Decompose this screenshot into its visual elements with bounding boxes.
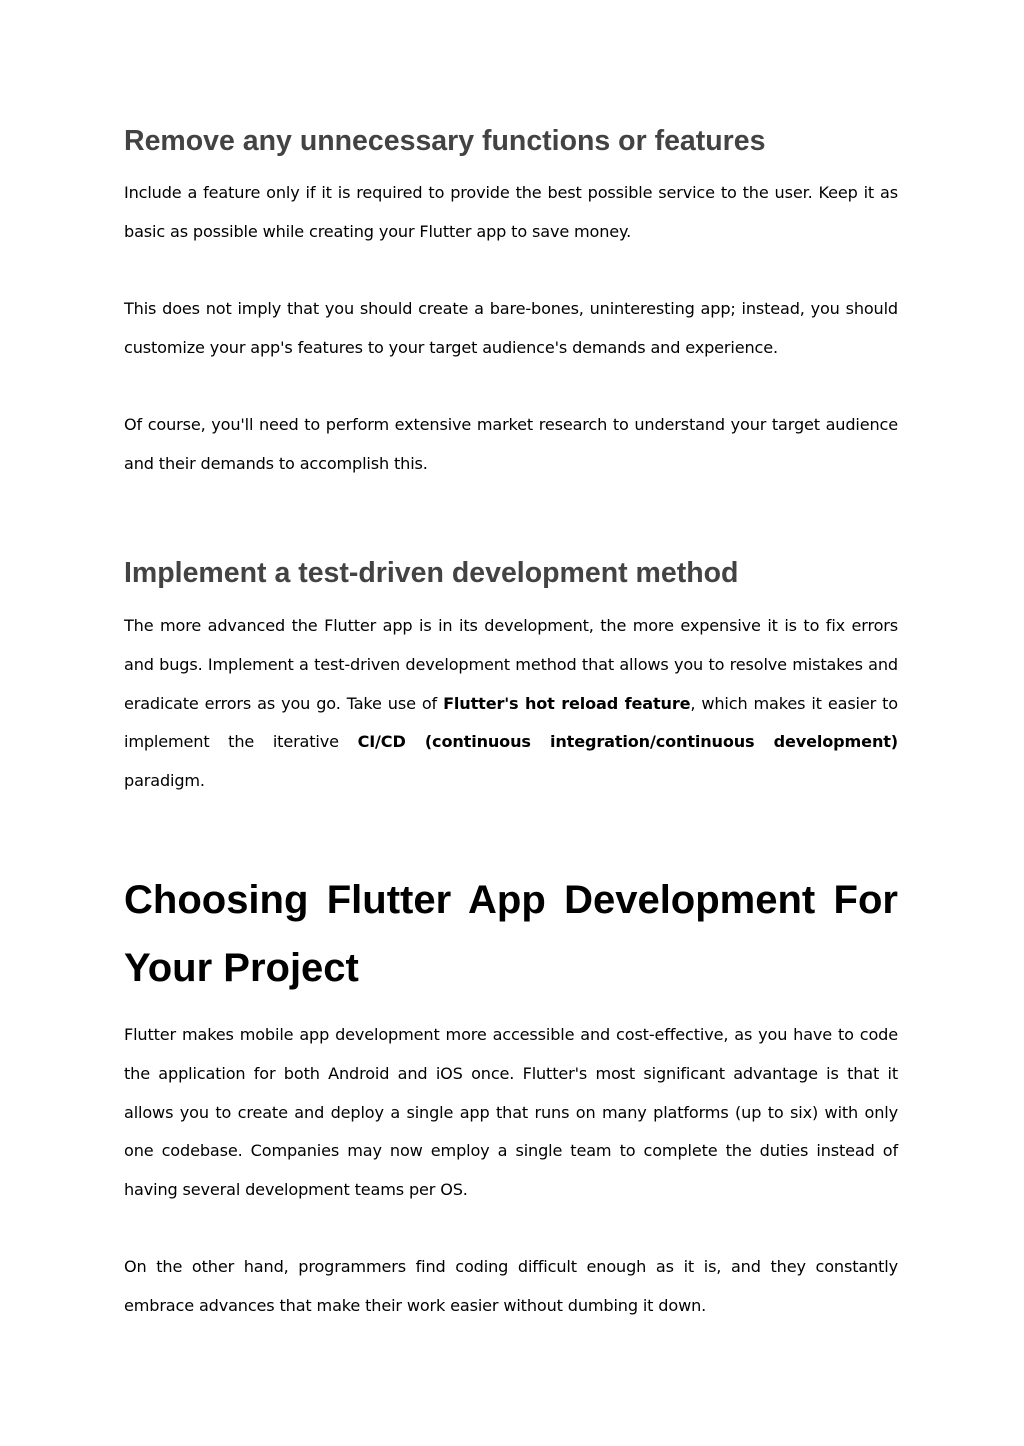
paragraph-test-driven xyxy=(124,607,898,801)
cicd-emphasis: CI/CD (continuous integration/continuous development) xyxy=(357,732,898,752)
paragraph-market-research: Of course, you'll need to perform extensive market research to understand your target audience and their demands to accomplish this. xyxy=(124,415,898,473)
paragraph-bare-bones: This does not imply that you should create a bare-bones, uninteresting app; instead, you should customize your app's features to your target audience's demands and experience. xyxy=(124,299,898,357)
paragraph-programmers: On the other hand, programmers find coding difficult enough as it is, and they constantly embrace advances that make their work easier without dumbing it down. xyxy=(124,1257,898,1315)
paragraph-text: paradigm. xyxy=(124,771,205,791)
hot-reload-emphasis: Flutter's hot reload feature xyxy=(443,693,691,713)
section-heading-test-driven: Implement a test-driven development method xyxy=(124,557,739,589)
paragraph-text: , which makes it easier to implement the iterative xyxy=(124,693,898,752)
paragraph-include-feature: Include a feature only if it is required to provide the best possible service to the user. Keep it as basic as possible while creating your Flutter app to save money. xyxy=(124,183,898,241)
paragraph-flutter-accessible: Flutter makes mobile app development more accessible and cost-effective, as you have to code the application for both Android and iOS once. Flutter's most significant advantage is that it allows you to create and deploy a single app that runs on many platforms (up to six) with only one codebase. Companies may now employ a single team to complete the duties instead of having several development teams per OS. xyxy=(124,1025,898,1200)
section-title-choosing-flutter: Choosing Flutter App Development For Your Project xyxy=(124,878,898,990)
section-heading-remove-features: Remove any unnecessary functions or features xyxy=(124,125,766,157)
paragraph-text: The more advanced the Flutter app is in its development, the more expensive it is to fix errors and bugs. Implement a test-driven development method that allows you to resolve mistakes and eradicate errors as you go. Take use of xyxy=(124,616,898,713)
